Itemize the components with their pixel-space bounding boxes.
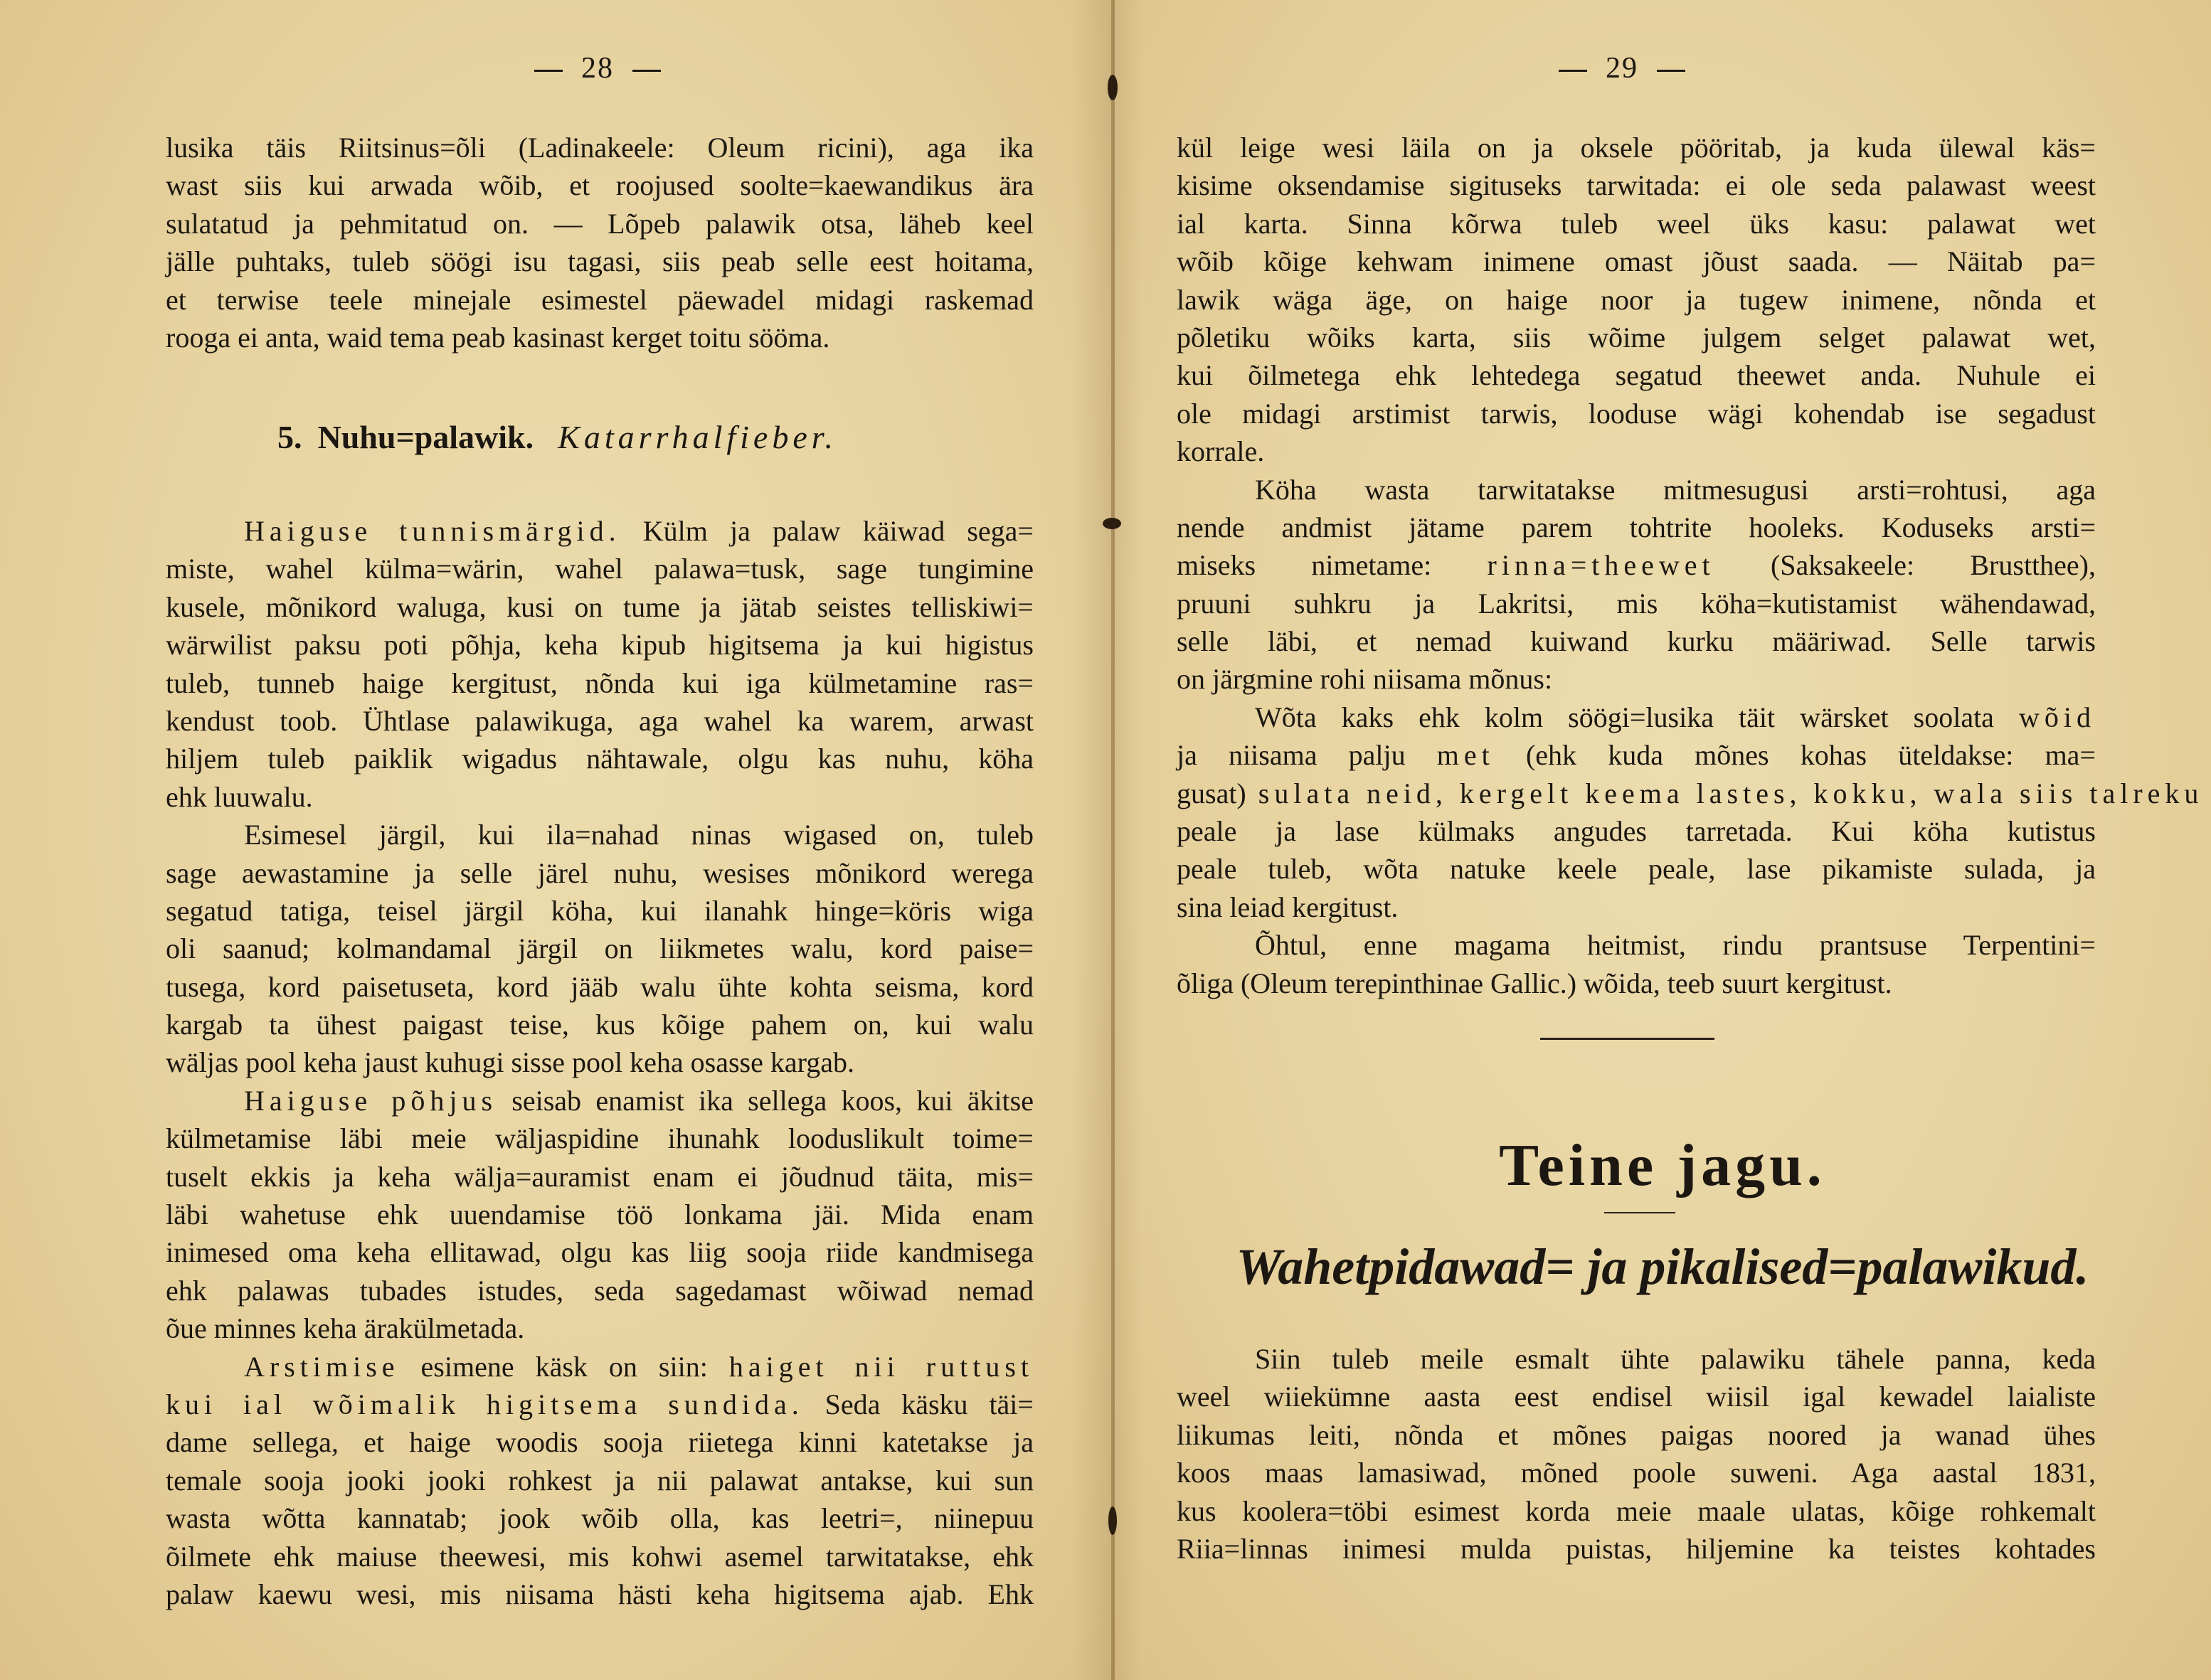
section-number: 5. <box>277 419 302 455</box>
binding-stitch <box>1103 518 1121 529</box>
text-line <box>166 626 1034 664</box>
line-text: peale ja lase külmaks angudes tarretada. Kui köha kutistus <box>1177 815 2096 848</box>
line-text-cont: seisab enamist ika sellega koos, kui äkitse <box>497 1084 1034 1117</box>
line-text-cont: met <box>1436 739 1495 772</box>
line-text: kui ial wõimalik higitsema sundida. <box>166 1388 804 1420</box>
text-line <box>166 892 1034 930</box>
folio-dash <box>632 70 661 72</box>
line-text: ehk luuwalu. <box>166 780 313 813</box>
text-line <box>1177 888 2096 926</box>
text-line <box>166 1348 1034 1386</box>
line-text: selle läbi, et nemad kuiwand kurku määriwad. Selle tarwis <box>1177 625 2096 658</box>
line-text: oli saanud; kolmandamal järgil on liikmetes walu, kord paise= <box>166 932 1034 965</box>
folio-dash <box>534 70 563 72</box>
text-line <box>1177 166 2096 204</box>
text-line <box>1177 395 2096 432</box>
page-number-left <box>491 51 704 85</box>
section-title: Nuhu=palawik. <box>317 419 534 455</box>
text-line <box>166 1423 1034 1461</box>
text-line: lusika täis Riitsinus=õli (Ladinakeele: Oleum ricini), aga ika <box>166 132 1034 164</box>
line-text: õliga (Oleum terepinthinae Gallic.) wõida, teeb suurt kergitust. <box>1177 967 1892 999</box>
line-text: palaw kaewu wesi, mis niisama hästi keha higitsema ajab. Ehk <box>166 1578 1034 1610</box>
line-text: ja niisama palju <box>1177 739 1437 772</box>
line-text-cont: Seda käsku täi= <box>803 1388 1034 1420</box>
line-text: liikumas leiti, nõnda et mõnes paigas noored ja wanad ühes <box>1177 1418 2096 1451</box>
text-line <box>1177 964 2096 1002</box>
title-divider <box>1604 1212 1675 1213</box>
line-text-cont: rinna=theewet <box>1487 549 1715 582</box>
line-text: ole midagi arstimist tarwis, looduse wägi kohendab ise segadust <box>1177 397 2096 430</box>
line-text-tail: haiget nii ruttust <box>728 1350 1034 1383</box>
text-line <box>166 740 1034 777</box>
line-text: koos maas lamasiwad, mõned poole suweni. Aga aastal 1831, <box>1177 1457 2096 1489</box>
line-text: on järgmine rohi niisama mõnus: <box>1177 663 1553 696</box>
line-text: läbi wahetuse ehk uuendamise töö lonkama jäi. Mida enam <box>166 1198 1034 1231</box>
line-text: kus koolera=töbi esimest korda meie maale ulatas, kõige rohkemalt <box>1177 1494 2096 1527</box>
text-line <box>1177 1340 2096 1378</box>
text-line <box>166 1158 1034 1196</box>
line-text: nende andmist jätame parem tohtrite hooleks. Koduseks arsti= <box>1177 511 2096 543</box>
folio-dash <box>1559 70 1587 72</box>
text-line <box>1177 660 2096 698</box>
line-text: tuselt ekkis ja keha wälja=auramist enam ei jõudnud täita, mis= <box>166 1160 1034 1193</box>
line-text: kendust toob. Ühtlase palawikuga, aga wahel ka warem, arwast <box>166 704 1034 737</box>
line-text: sage aewastamine ja selle järel nuhu, wesises mõnikord werega <box>166 856 1034 889</box>
book-spine <box>1111 0 1115 1680</box>
text-line <box>1177 471 2096 509</box>
line-text: peale tuleb, wõta natuke keele peale, lase pikamiste sulada, ja <box>1177 853 2096 886</box>
line-text: miseks nimetame: <box>1177 549 1488 582</box>
text-line <box>166 1006 1034 1043</box>
text-line: et terwise teele minejale esimestel päewadel midagi raskemad <box>166 283 1034 316</box>
line-text-cont: sulata neid, kergelt keema lastes, kokku, wala siis talreku <box>1246 777 2204 809</box>
left-opening-paragraph <box>166 129 1034 356</box>
section-divider <box>1540 1038 1714 1040</box>
line-text: kargab ta ühest paigast teise, kus kõige pahem on, kui walu <box>166 1009 1034 1041</box>
line-text: inimesed oma keha ellitawad, olgu kas liig sooja riide kandmisega <box>166 1236 1034 1269</box>
text-line <box>1177 1416 2096 1454</box>
page-number-right <box>1515 51 1729 85</box>
line-text: wõib kõige kehwam inimene omast jõust saada. — Näitab pa= <box>1177 245 2096 278</box>
line-text: Wõta kaks ehk kolm söögi=lusika täit wärsket soolata <box>1255 701 2019 733</box>
text-line <box>1177 205 2096 243</box>
line-text: korrale. <box>1177 435 1265 468</box>
line-text: weel wiiekümne aasta eest endisel wiisil igal kewadel laialiste <box>1177 1381 2096 1413</box>
text-line <box>1177 736 2096 774</box>
text-line <box>1177 432 2096 470</box>
text-line <box>166 1120 1034 1157</box>
text-line <box>166 1043 1034 1081</box>
text-line <box>166 664 1034 702</box>
folio-number: 29 <box>1606 52 1638 85</box>
text-line <box>1177 356 2096 394</box>
text-line <box>166 930 1034 967</box>
line-text: õilmete ehk maiuse theewesi, mis kohwi asemel tarwitatakse, ehk <box>166 1540 1034 1573</box>
line-text: Esimesel järgil, kui ila=nahad ninas wigased on, tuleb <box>244 819 1034 851</box>
line-text: tuleb, tunneb haige kergitust, nõnda kui iga külmetamine ras= <box>166 666 1034 699</box>
line-text: Haiguse tunnismärgid. <box>244 515 621 547</box>
text-line <box>1177 850 2096 888</box>
line-text-cont: esimene käsk on siin: <box>399 1350 729 1383</box>
binding-stitch <box>1108 75 1118 100</box>
line-text: Köha wasta tarwitatakse mitmesugusi arsti=rohtusi, aga <box>1255 473 2096 506</box>
text-line <box>1177 775 2204 812</box>
chapter-title: Wahetpidawad= ja pikalised=palawikud. <box>1236 1238 2089 1295</box>
text-line: jälle puhtaks, tuleb söögi isu tagasi, siis peab selle eest hoitama, <box>166 245 1034 278</box>
right-page-body <box>1177 129 2204 1002</box>
section-heading <box>277 418 837 456</box>
text-line <box>166 1575 1034 1613</box>
text-line <box>166 778 1034 816</box>
line-text: Riia=linnas inimesi mulda puistas, hiljemine ka teistes kohtades <box>1177 1532 2096 1565</box>
folio-dash <box>1657 70 1685 72</box>
line-text: gusat) <box>1177 777 1246 809</box>
text-line <box>1177 243 2096 280</box>
text-line <box>166 550 1034 588</box>
text-line <box>1177 1530 2096 1568</box>
text-line <box>1177 546 2096 584</box>
line-text: külmetamise läbi meie wäljaspidine ihunahk looduslikult toime= <box>166 1122 1034 1155</box>
text-line <box>1177 1378 2096 1415</box>
line-text: kisime oksendamise sigituseks tarwitada: ei ole seda palawast weest <box>1177 169 2096 202</box>
line-text: wasta wõtta kannatab; jook wõib olla, kas leetri=, niinepuu <box>166 1502 1034 1535</box>
line-text: wäljas pool keha jaust kuhugi sisse pool keha osasse kargab. <box>166 1046 854 1079</box>
line-text: kusele, mõnikord waluga, kusi on tume ja jätab seistes telliskiwi= <box>166 590 1034 623</box>
line-text: Õhtul, enne magama heitmist, rindu prantsuse Terpentini= <box>1255 929 2096 962</box>
line-text: kül leige wesi läila on ja oksele pööritab, ja kuda ülewal käs= <box>1177 132 2096 164</box>
line-text: dame sellega, et haige woodis sooja riietega kinni katetakse ja <box>166 1426 1034 1459</box>
text-line <box>1177 281 2096 319</box>
line-text: hiljem tuleb paiklik wigadus nähtawale, olgu kas nuhu, köha <box>166 743 1034 775</box>
text-line <box>166 1082 1034 1120</box>
text-line <box>1177 926 2096 964</box>
line-text: ehk palawas tubades istudes, seda sagedamast wõiwad nemad <box>166 1274 1034 1307</box>
text-line <box>1177 585 2096 622</box>
text-line <box>1177 509 2096 546</box>
line-text: miste, wahel külma=wärin, wahel palawa=tusk, sage tungimine <box>166 553 1034 585</box>
text-line <box>1177 1454 2096 1492</box>
line-text: õue minnes keha ärakülmetada. <box>166 1312 525 1345</box>
line-text-tail: (Saksakeele: Brustthee), <box>1714 549 2096 582</box>
text-line <box>1177 622 2096 660</box>
line-text: wärwilist paksu poti põhja, keha kipub higitsema ja kui higistus <box>166 629 1034 661</box>
line-text: Siin tuleb meile esmalt ühte palawiku tähele panna, keda <box>1255 1343 2096 1375</box>
text-line <box>166 1196 1034 1233</box>
line-text: temale sooja jooki jooki rohkest ja nii palawat antakse, kui sun <box>166 1464 1034 1496</box>
line-text-tail: (ehk kuda mõnes kohas üteldakse: ma= <box>1494 739 2096 772</box>
text-line <box>166 816 1034 854</box>
text-line <box>166 1386 1034 1423</box>
line-text: Arstimise <box>244 1350 400 1383</box>
text-line <box>166 588 1034 626</box>
left-section-body <box>166 512 1034 1613</box>
text-line <box>166 702 1034 740</box>
text-line <box>166 512 1034 550</box>
binding-stitch <box>1108 1506 1117 1535</box>
line-text: kui õilmetega ehk lehtedega segatud theewet anda. Nuhule ei <box>1177 359 2096 392</box>
text-line <box>1177 319 2096 356</box>
line-text: Haiguse põhjus <box>244 1084 498 1117</box>
text-line <box>166 1233 1034 1271</box>
text-line <box>166 968 1034 1006</box>
line-text: ial karta. Sinna kõrwa tuleb weel üks kasu: palawat wet <box>1177 207 2096 240</box>
text-line <box>166 1309 1034 1347</box>
text-line <box>1177 1492 2096 1530</box>
line-text: põletiku wõiks karta, siis wõime julgem selget palawat wet, <box>1177 321 2096 353</box>
text-line <box>1177 812 2096 850</box>
folio-number: 28 <box>581 52 614 85</box>
text-line <box>166 1499 1034 1537</box>
line-text: segatud tatiga, teisel järgil köha, kui ilanahk hinge=köris wiga <box>166 894 1034 927</box>
text-line: rooga ei anta, waid tema peab kasinast kerget toitu sööma. <box>166 321 830 353</box>
chapter-body <box>1177 1340 2096 1568</box>
line-text: tusega, kord paisetuseta, kord jääb walu ühte kohta seisma, kord <box>166 970 1034 1003</box>
line-text: lawik wäga äge, on haige noor ja tugew inimene, nõnda et <box>1177 283 2096 316</box>
line-text-cont: Külm ja palaw käiwad sega= <box>620 515 1034 547</box>
line-text: pruuni suhkru ja Lakritsi, mis köha=kutistamist wähendawad, <box>1177 587 2096 620</box>
line-text-cont: wõid <box>2019 701 2096 733</box>
text-line: sulatatud ja pehmitatud on. — Lõpeb palawik otsa, läheb keel <box>166 207 1034 240</box>
text-line <box>166 1462 1034 1499</box>
text-line <box>1177 698 2096 736</box>
text-line <box>1177 129 2096 166</box>
part-title: Teine jagu. <box>1499 1132 1826 1198</box>
text-line <box>166 854 1034 892</box>
line-text: sina leiad kergitust. <box>1177 890 1399 923</box>
text-line: wast siis kui arwada wõib, et roojused soolte=kaewandikus ära <box>166 169 1034 202</box>
section-latin-name: Katarrhalfieber. <box>558 419 838 455</box>
text-line <box>166 1272 1034 1309</box>
text-line <box>166 1538 1034 1575</box>
